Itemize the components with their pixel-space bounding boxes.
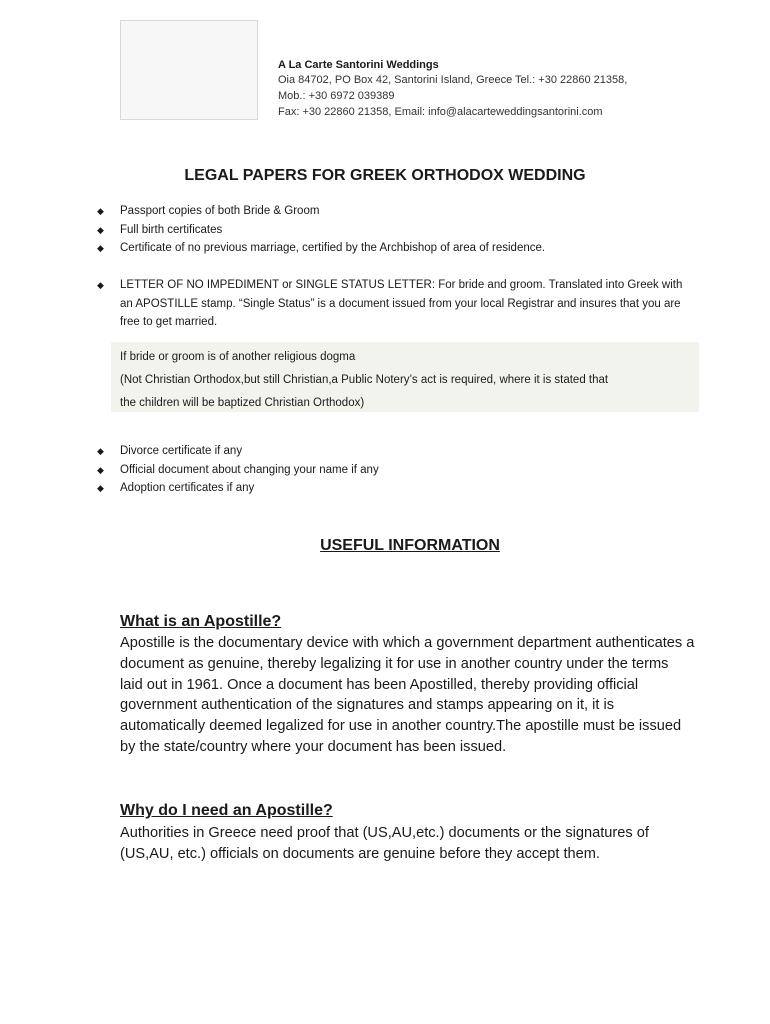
single-status-list: [97, 276, 697, 332]
diamond-bullet-icon: ◆: [97, 446, 104, 456]
apostille-heading: What is an Apostille?: [120, 613, 282, 630]
diamond-bullet-icon: ◆: [97, 483, 104, 493]
religious-note-line: (Not Christian Orthodox,but still Christian,a Public Notery’s act is required, where it is stated that: [120, 374, 609, 386]
company-logo: [120, 20, 258, 120]
diamond-bullet-icon: ◆: [97, 224, 104, 235]
list-item: ◆ Official document about changing your name if any: [97, 461, 697, 480]
company-name: A La Carte Santorini Weddings: [278, 59, 439, 71]
list-item: ◆ Passport copies of both Bride & Groom: [97, 202, 697, 221]
fax-email-line: Fax: +30 22860 21358, Email: info@alacarteweddingsantorini.com: [278, 106, 603, 118]
religious-note-line: the children will be baptized Christian Orthodox): [120, 397, 365, 409]
list-item: ◆ Certificate of no previous marriage, certified by the Archbishop of area of residence.: [97, 239, 697, 258]
optional-documents-list: [97, 442, 697, 498]
why-apostille-heading: Why do I need an Apostille?: [120, 802, 333, 819]
document-title: LEGAL PAPERS FOR GREEK ORTHODOX WEDDING: [184, 167, 586, 184]
list-item: ◆ Adoption certificates if any: [97, 479, 697, 498]
apostille-body: Apostille is the documentary device with which a government department authenticates a document as genuine, thereby legalizing it for use in another country under the terms laid out in 1961. Once a document has been Apostilled, thereby providing official government authentication of the signatures and stamps appearing on it, it is automatically deemed legalized for use in another country.The apostille must be issued by the state/country where your document has been issued.: [120, 635, 695, 755]
required-documents-list: [97, 202, 697, 258]
religious-note-line: If bride or groom is of another religious dogma: [120, 351, 356, 363]
list-item: ◆ Divorce certificate if any: [97, 442, 697, 461]
list-item: ◆ Full birth certificates: [97, 221, 697, 240]
diamond-bullet-icon: ◆: [97, 206, 104, 216]
mobile-line: Mob.: +30 6972 039389: [278, 90, 395, 102]
useful-information-title: USEFUL INFORMATION: [320, 537, 500, 554]
address-line: Oia 84702, PO Box 42, Santorini Island, Greece Tel.: +30 22860 21358,: [278, 74, 628, 86]
letterhead: [278, 58, 718, 120]
diamond-bullet-icon: ◆: [97, 280, 104, 290]
religious-note-box: [111, 342, 699, 412]
diamond-bullet-icon: ◆: [97, 243, 104, 253]
why-apostille-body: Authorities in Greece need proof that (US,AU,etc.) documents or the signatures of (US,AU, etc.) officials on documents are genuine before they accept them.: [120, 825, 649, 862]
diamond-bullet-icon: ◆: [97, 464, 104, 475]
list-item: ◆ LETTER OF NO IMPEDIMENT or SINGLE STATUS LETTER: For bride and groom. Translated into Greek with an APOSTILLE stamp. “Single Status” is a document issued from your local Registrar and insures that you are free to get married.: [97, 276, 697, 332]
